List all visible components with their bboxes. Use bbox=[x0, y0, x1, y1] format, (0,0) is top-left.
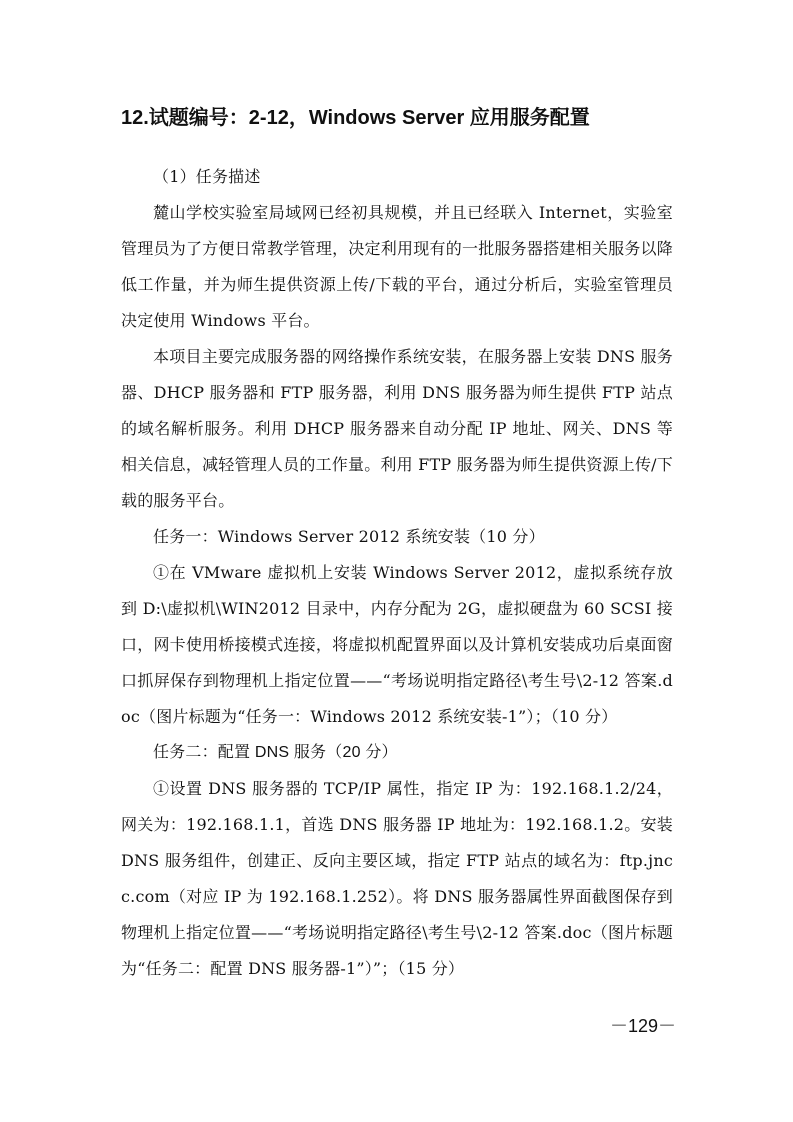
task-one-step-1: ①在 VMware 虚拟机上安装 Windows Server 2012，虚拟系统存放到 D:\虚拟机\WIN2012 目录中，内存分配为 2G，虚拟硬盘为 60 SCSI 接口，网卡使用桥接模式连接，将虚拟机配置界面以及计算机安装成功后桌面窗口抓屏保存到物理机上指定位置——“考场说明指定路径\考生号\2-12 答案.doc（图片标题为“任务一：Windows 2012 系统安装-1”）；（10 分） bbox=[121, 563, 673, 726]
body-text bbox=[121, 159, 673, 987]
task-description-label: （1）任务描述 bbox=[153, 167, 261, 186]
task-two-title: 任务二：配置 DNS 服务（20 分） bbox=[153, 744, 398, 761]
task-one-title: 任务一：Windows Server 2012 系统安装（10 分） bbox=[153, 527, 545, 546]
section-heading: 12.试题编号：2-12，Windows Server 应用服务配置 bbox=[121, 107, 590, 129]
paragraph-background: 麓山学校实验室局域网已经初具规模，并且已经联入 Internet，实验室管理员为了方便日常教学管理，决定利用现有的一批服务器搭建相关服务以降低工作量，并为师生提供资源上传/下载的平台，通过分析后，实验室管理员决定使用 Windows 平台。 bbox=[121, 203, 673, 330]
paragraph-project-overview: 本项目主要完成服务器的网络操作系统安装，在服务器上安装 DNS 服务器、DHCP 服务器和 FTP 服务器，利用 DNS 服务器为师生提供 FTP 站点的域名解析服务。利用 DHCP 服务器来自动分配 IP 地址、网关、DNS 等相关信息，减轻管理人员的工作量。利用 FTP 服务器为师生提供资源上传/下载的服务平台。 bbox=[121, 347, 673, 510]
page-number: －129－ bbox=[610, 1016, 677, 1036]
task-two-step-1: ①设置 DNS 服务器的 TCP/IP 属性，指定 IP 为：192.168.1.2/24，网关为：192.168.1.1，首选 DNS 服务器 IP 地址为：192.168.1.2。安装 DNS 服务组件，创建正、反向主要区域，指定 FTP 站点的域名为：ftp.jncc.com（对应 IP 为 192.168.1.252）。将 DNS 服务器属性界面截图保存到物理机上指定位置——“考场说明指定路径\考生号\2-12 答案.doc（图片标题为“任务二：配置 DNS 服务器-1”）”；（15 分） bbox=[121, 779, 673, 978]
